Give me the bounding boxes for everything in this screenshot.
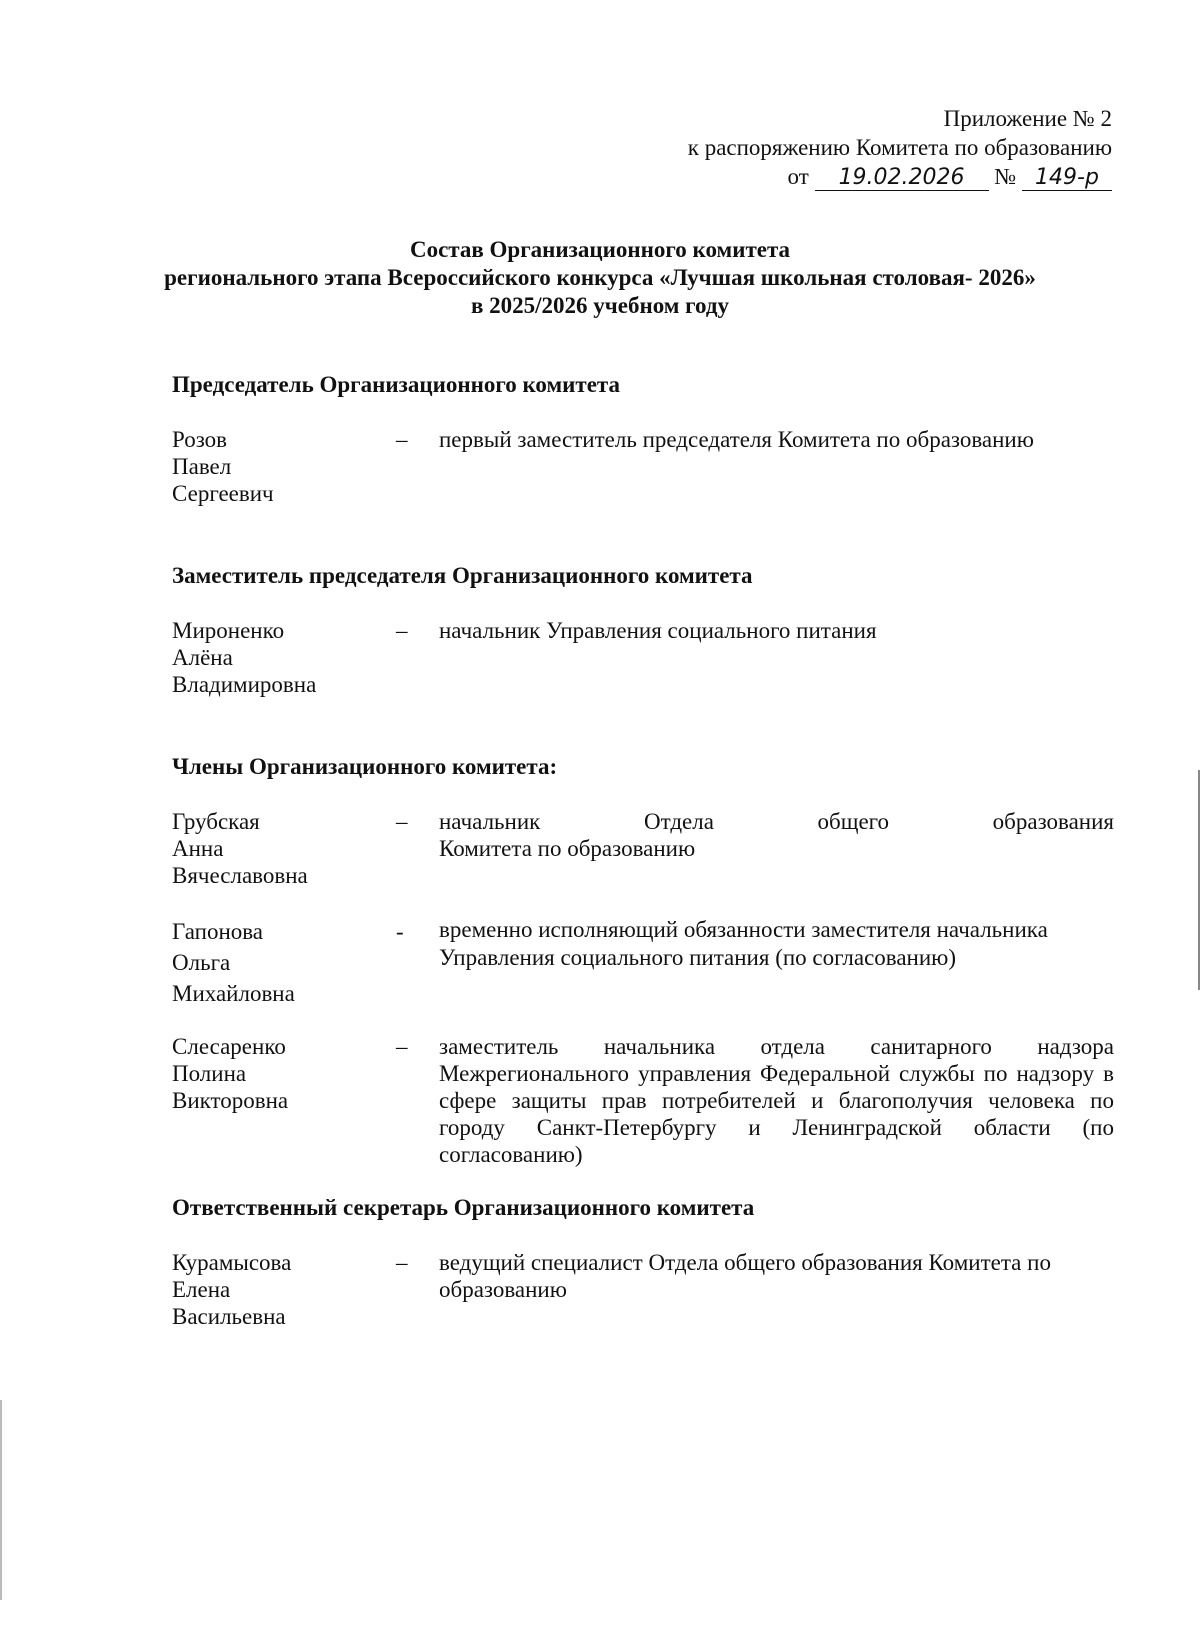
handwritten-number: 149-р (1022, 166, 1112, 191)
member-name (172, 916, 392, 1009)
section-heading-secretary: Ответственный секретарь Организационного комитета (172, 1195, 755, 1220)
member-surname: Слесаренко (172, 1034, 286, 1059)
member-first-name: Полина (172, 1061, 247, 1086)
member-name (172, 1033, 392, 1114)
dash-separator: – (396, 427, 408, 452)
member-2 (172, 916, 1114, 1012)
handwritten-date: 19.02.2026 (815, 166, 989, 191)
appendix-header (688, 104, 1112, 191)
member-patronymic: Владимировна (172, 672, 317, 697)
order-reference: к распоряжению Комитета по образованию (687, 135, 1112, 160)
order-date-number (688, 162, 1112, 191)
member-first-name: Алёна (172, 645, 233, 670)
member-name (172, 1249, 392, 1330)
member-first-name: Елена (172, 1277, 231, 1302)
dash-separator: – (396, 1250, 408, 1275)
title-line-3: в 2025/2026 учебном году (470, 293, 730, 318)
member-first-name: Павел (172, 454, 232, 479)
member-1 (172, 808, 1114, 892)
member-3 (172, 1033, 1114, 1173)
dash-separator: – (396, 809, 408, 834)
member-patronymic: Васильевна (172, 1304, 286, 1329)
title-line-1: Состав Организационного комитета (409, 237, 791, 262)
dash-separator: – (396, 1034, 408, 1059)
member-patronymic: Сергеевич (172, 481, 274, 506)
member-name (172, 617, 392, 698)
member-chair (172, 426, 1114, 510)
dash-separator: - (396, 919, 404, 944)
title-line-2: регионального этапа Всероссийского конкурса «Лучшая школьная столовая- 2026» (164, 265, 1036, 290)
member-role: временно исполняющий обязанности заместителя начальника Управления социального питания (по согласованию) (439, 917, 1048, 970)
section-heading-chair: Председатель Организационного комитета (172, 372, 620, 397)
member-name (172, 426, 392, 507)
scan-edge-mark-left (0, 1400, 2, 1600)
document-title (150, 236, 1050, 320)
member-role-line-2: Комитета по образованию (439, 836, 696, 861)
member-deputy (172, 617, 1114, 701)
member-patronymic: Викторовна (172, 1088, 289, 1113)
section-heading-members: Члены Организационного комитета: (172, 754, 558, 779)
number-prefix: № (994, 164, 1017, 189)
member-role: первый заместитель председателя Комитета по образованию (439, 427, 1034, 452)
member-role-line-1: начальник Отдела общего образования (439, 809, 1114, 834)
member-patronymic: Вячеславовна (172, 863, 308, 888)
member-first-name: Анна (172, 836, 224, 861)
member-patronymic: Михайловна (172, 981, 295, 1006)
member-role: ведущий специалист Отдела общего образования Комитета по образованию (439, 1250, 1051, 1302)
member-name (172, 808, 392, 889)
member-surname: Курамысова (172, 1250, 292, 1275)
member-secretary (172, 1249, 1114, 1333)
appendix-number: Приложение № 2 (943, 106, 1112, 131)
member-role (439, 808, 1114, 862)
section-heading-deputy: Заместитель председателя Организационного комитета (172, 563, 753, 588)
member-surname: Розов (172, 427, 228, 452)
member-first-name: Ольга (172, 950, 231, 975)
date-prefix: от (787, 164, 809, 189)
member-surname: Грубская (172, 809, 260, 834)
member-surname: Мироненко (172, 618, 285, 643)
member-surname: Гапонова (172, 919, 264, 944)
member-role: начальник Управления социального питания (439, 618, 877, 643)
member-role: заместитель начальника отдела санитарного надзора Межрегионального управления Федеральной службы по надзору в сфере защиты прав потребителей и благополучия человека по городу Санкт-Петербургу и Ленинградской области (по согласованию) (439, 1034, 1114, 1167)
dash-separator: – (396, 618, 408, 643)
